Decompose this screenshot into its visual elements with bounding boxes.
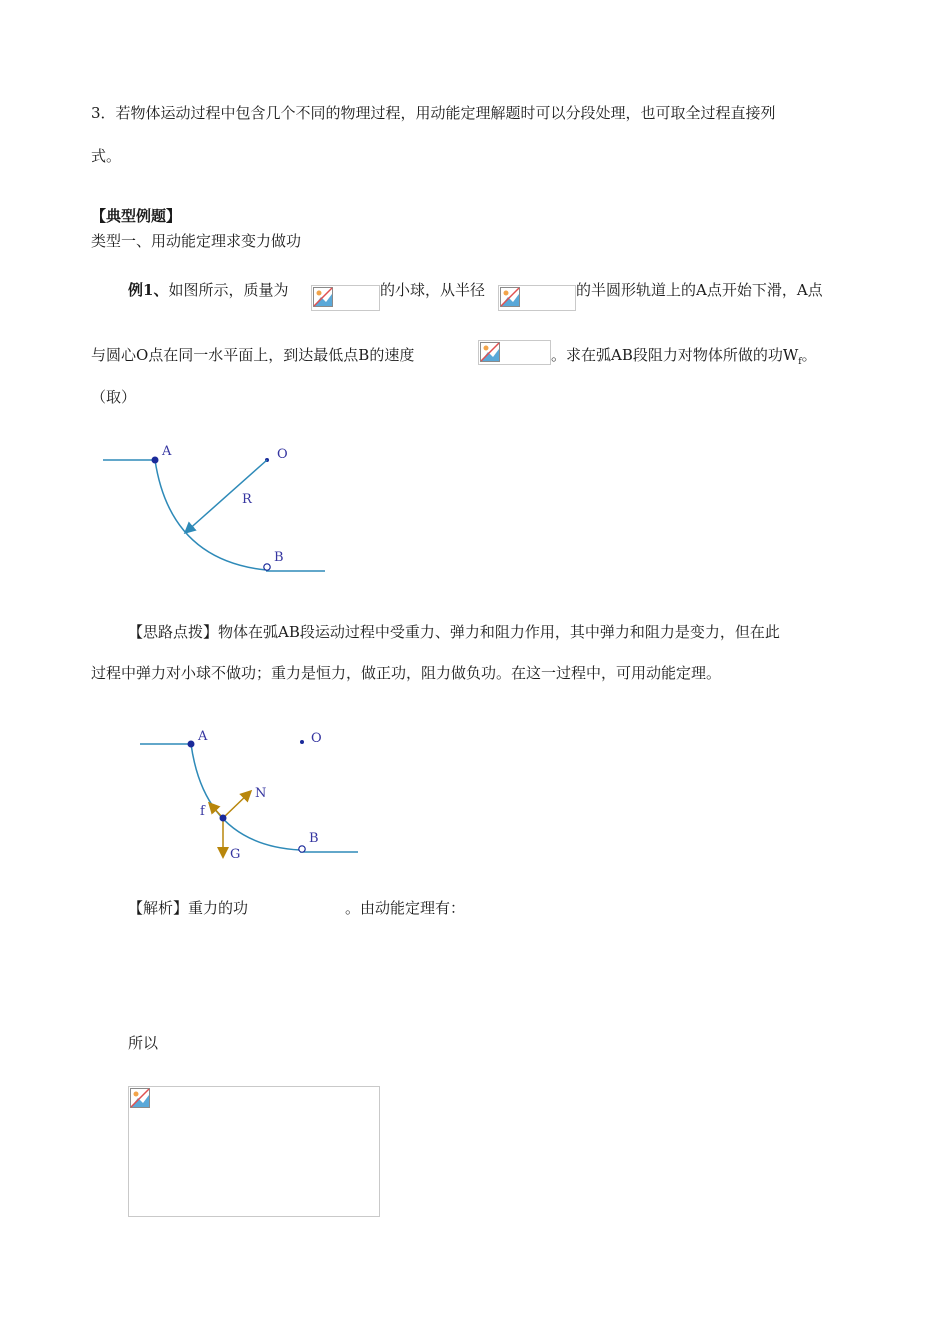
work-subscript: f: [798, 357, 802, 367]
analysis-text-a: 【解析】重力的功: [128, 899, 249, 917]
example-line-3: （取）: [91, 388, 137, 406]
example-line-2b-text: 。求在弧AB段阻力对物体所做的功W: [551, 346, 799, 364]
fig2-label-a: A: [198, 729, 208, 744]
fig2-label-b: B: [309, 831, 319, 846]
fig2-label-f: f: [200, 804, 205, 819]
example-text-b: 的小球，从半径: [380, 281, 486, 299]
example-text-c: 的半圆形轨道上的A点开始下滑，A点: [576, 281, 823, 299]
example-line-2a: 与圆心O点在同一水平面上，到达最低点B的速度: [91, 346, 415, 364]
formula-image-result: [128, 1086, 380, 1217]
so-text: 所以: [128, 1034, 159, 1052]
point-a-marker: [188, 741, 195, 748]
paragraph-3-line-1: 3．若物体运动过程中包含几个不同的物理过程，用动能定理解题时可以分段处理，也可取全过程直接列: [91, 104, 776, 122]
fig1-label-a: A: [162, 444, 172, 459]
example-label: 例1: [128, 281, 154, 299]
fig1-label-r: R: [242, 492, 252, 507]
example-text-a: 如图所示，质量为: [168, 281, 289, 299]
paragraph-3-line-2: 式。: [91, 147, 122, 165]
point-o-marker: [300, 740, 304, 744]
fig2-label-o: O: [311, 731, 322, 746]
type-heading: 类型一、用动能定理求变力做功: [91, 232, 302, 250]
fig2-label-g: G: [230, 847, 241, 862]
point-b-marker: [299, 846, 305, 852]
section-heading: 【典型例题】: [91, 207, 182, 225]
hint-line-1: 【思路点拨】物体在弧AB段运动过程中受重力、弹力和阻力作用，其中弹力和阻力是变力，但在此: [128, 623, 780, 641]
fig1-label-b: B: [274, 550, 284, 565]
fig1-label-o: O: [277, 447, 288, 462]
analysis-text-b: 。由动能定理有：: [345, 899, 466, 917]
ball-marker: [220, 815, 227, 822]
normal-force-arrow: [223, 792, 250, 818]
hint-line-2: 过程中弹力对小球不做功；重力是恒力，做正功，阻力做负功。在这一过程中，可用动能定理。: [91, 664, 722, 682]
example-line-2-end: 。: [801, 346, 817, 364]
broken-image-icon: [130, 1088, 150, 1112]
fig2-label-n: N: [255, 786, 267, 801]
example-label-sep: 、: [153, 281, 169, 299]
